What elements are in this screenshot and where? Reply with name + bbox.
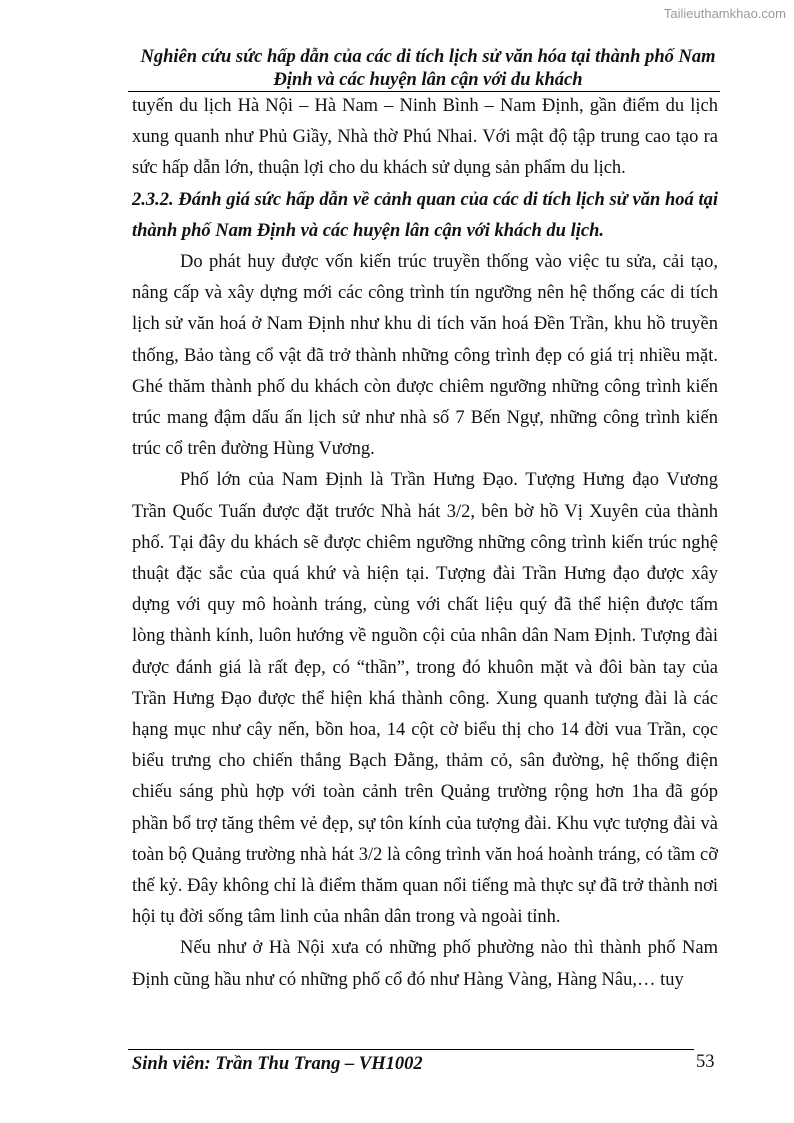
paragraph-continuation: tuyến du lịch Hà Nội – Hà Nam – Ninh Bình – Nam Định, gần điểm du lịch xung quanh như Phủ Giầy, Nhà thờ Phú Nhai. Với mật độ tập trung cao tạo ra sức hấp dẫn lớn, thuận lợi cho du khách sử dụng sản phẩm du lịch. <box>132 96 718 179</box>
section-heading: 2.3.2. Đánh giá sức hấp dẫn về cảnh quan của các di tích lịch sử văn hoá tại thành phố Nam Định và các huyện lân cận với khách du lịch. <box>132 189 718 241</box>
paragraph: Nếu như ở Hà Nội xưa có những phố phường nào thì thành phố Nam Định cũng hầu như có những phố cổ đó như Hàng Vàng, Hàng Nâu,… tuy <box>132 938 718 990</box>
footer-student: Sinh viên: Trần Thu Trang – VH1002 <box>132 1054 423 1074</box>
paragraph: Do phát huy được vốn kiến trúc truyền thống vào việc tu sửa, cải tạo, nâng cấp và xây dựng mới các công trình tín ngưỡng nên hệ thống các di tích lịch sử văn hoá ở Nam Định như khu di tích văn hoá Đền Trần, khu hồ truyền thống, Bảo tàng cổ vật đã trở thành những công trình đẹp có giá trị nhiều mặt. Ghé thăm thành phố du khách còn được chiêm ngưỡng những công trình kiến trúc mang đậm dấu ấn lịch sử như nhà số 7 Bến Ngự, những công trình kiến trúc cổ trên đường Hùng Vương. <box>132 252 718 460</box>
header-line-2: Định và các huyện lân cận với du khách <box>273 70 583 90</box>
paragraph: Phố lớn của Nam Định là Trần Hưng Đạo. Tượng Hưng đạo Vương Trần Quốc Tuấn được đặt trước Nhà hát 3/2, bên bờ hồ Vị Xuyên của thành phố. Tại đây du khách sẽ được chiêm ngưỡng những công trình kiến trúc nghệ thuật đặc sắc của quá khứ và hiện tại. Tượng đài Trần Hưng đạo được xây dựng với quy mô hoành tráng, cùng với chất liệu quý đã thể hiện được tấm lòng thành kính, luôn hướng về nguồn cội của nhân dân Nam Định. Tượng đài được đánh giá là rất đẹp, có “thần”, trong đó khuôn mặt và đôi bàn tay của Trần Hưng Đạo được thể hiện khá thành công. Xung quanh tượng đài là các hạng mục như cây nến, bồn hoa, 14 cột cờ biểu thị cho 14 đời vua Trần, cọc biểu trưng cho chiến thắng Bạch Đằng, thảm cỏ, sân đường, hệ thống điện chiếu sáng phù hợp với toàn cảnh trên Quảng trường rộng hơn 1ha đã góp phần bổ trợ tăng thêm vẻ đẹp, sự tôn kính của tượng đài. Khu vực tượng đài và toàn bộ Quảng trường nhà hát 3/2 là công trình văn hoá hoành tráng, có tầm cỡ thế kỷ. Đây không chỉ là điểm thăm quan nổi tiếng mà thực sự đã trở thành nơi hội tụ đời sống tâm linh của nhân dân trong và ngoài tỉnh. <box>132 470 718 928</box>
document-body <box>132 91 718 996</box>
header-line-1: Nghiên cứu sức hấp dẫn của các di tích lịch sử văn hóa tại thành phố Nam <box>140 47 716 67</box>
footer-rule <box>128 1049 694 1050</box>
watermark: Tailieuthamkhao.com <box>663 6 786 21</box>
running-header <box>128 46 728 92</box>
page-number: 53 <box>696 1052 715 1072</box>
